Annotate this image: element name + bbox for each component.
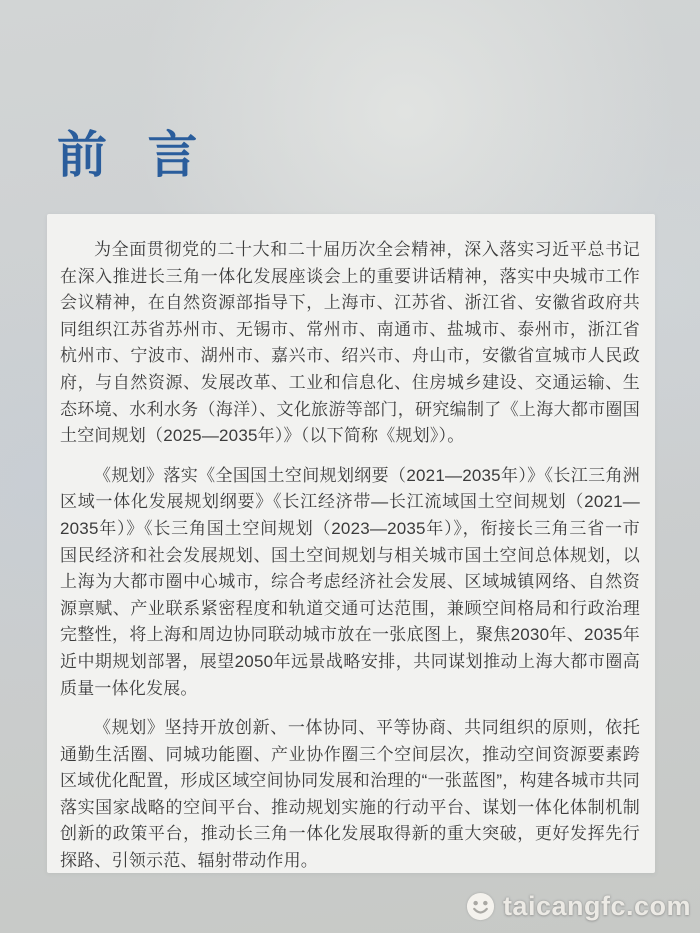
content-panel (47, 214, 655, 873)
page-title: 前 言 (57, 127, 212, 183)
paragraph-3: 《规划》坚持开放创新、一体协同、平等协商、共同组织的原则，依托通勤生活圈、同城功能圈、产业协作圈三个空间层次，推动空间资源要素跨区域优化配置，形成区域空间协同发展和治理的“一张蓝图”，构建各城市共同落实国家战略的空间平台、推动规划实施的行动平台、谋划一体化体制机制创新的政策平台，推动长三角一体化发展取得新的重大突破，更好发挥先行探路、引领示范、辐射带动作用。 (60, 718, 640, 871)
watermark (465, 891, 691, 922)
smiley-icon (465, 891, 496, 922)
paragraph-1: 为全面贯彻党的二十大和二十届历次全会精神，深入落实习近平总书记在深入推进长三角一体化发展座谈会上的重要讲话精神，落实中央城市工作会议精神，在自然资源部指导下，上海市、江苏省、浙江省、安徽省政府共同组织江苏省苏州市、无锡市、常州市、南通市、盐城市、泰州市，浙江省杭州市、宁波市、湖州市、嘉兴市、绍兴市、舟山市，安徽省宣城市人民政府，与自然资源、发展改革、工业和信息化、住房城乡建设、交通运输、生态环境、水利水务（海洋）、文化旅游等部门，研究编制了《上海大都市圈国土空间规划（2025—2035年）》（以下简称《规划》）。 (60, 240, 640, 446)
watermark-text: taicangfc.com (502, 891, 691, 921)
paragraph-2: 《规划》落实《全国国土空间规划纲要（2021—2035年）》《长江三角洲区域一体化发展规划纲要》《长江经济带—长江流域国土空间规划（2021—2035年）》《长三角国土空间规划（2023—2035年）》，衔接长三角三省一市国民经济和社会发展规划、国土空间规划与相关城市国土空间总体规划，以上海为大都市圈中心城市，综合考虑经济社会发展、区域城镇网络、自然资源禀赋、产业联系紧密程度和轨道交通可达范围，兼顾空间格局和行政治理完整性，将上海和周边协同联动城市放在一张底图上，聚焦2030年、2035年近中期规划部署，展望2050年远景战略安排，共同谋划推动上海大都市圈高质量一体化发展。 (60, 465, 640, 698)
